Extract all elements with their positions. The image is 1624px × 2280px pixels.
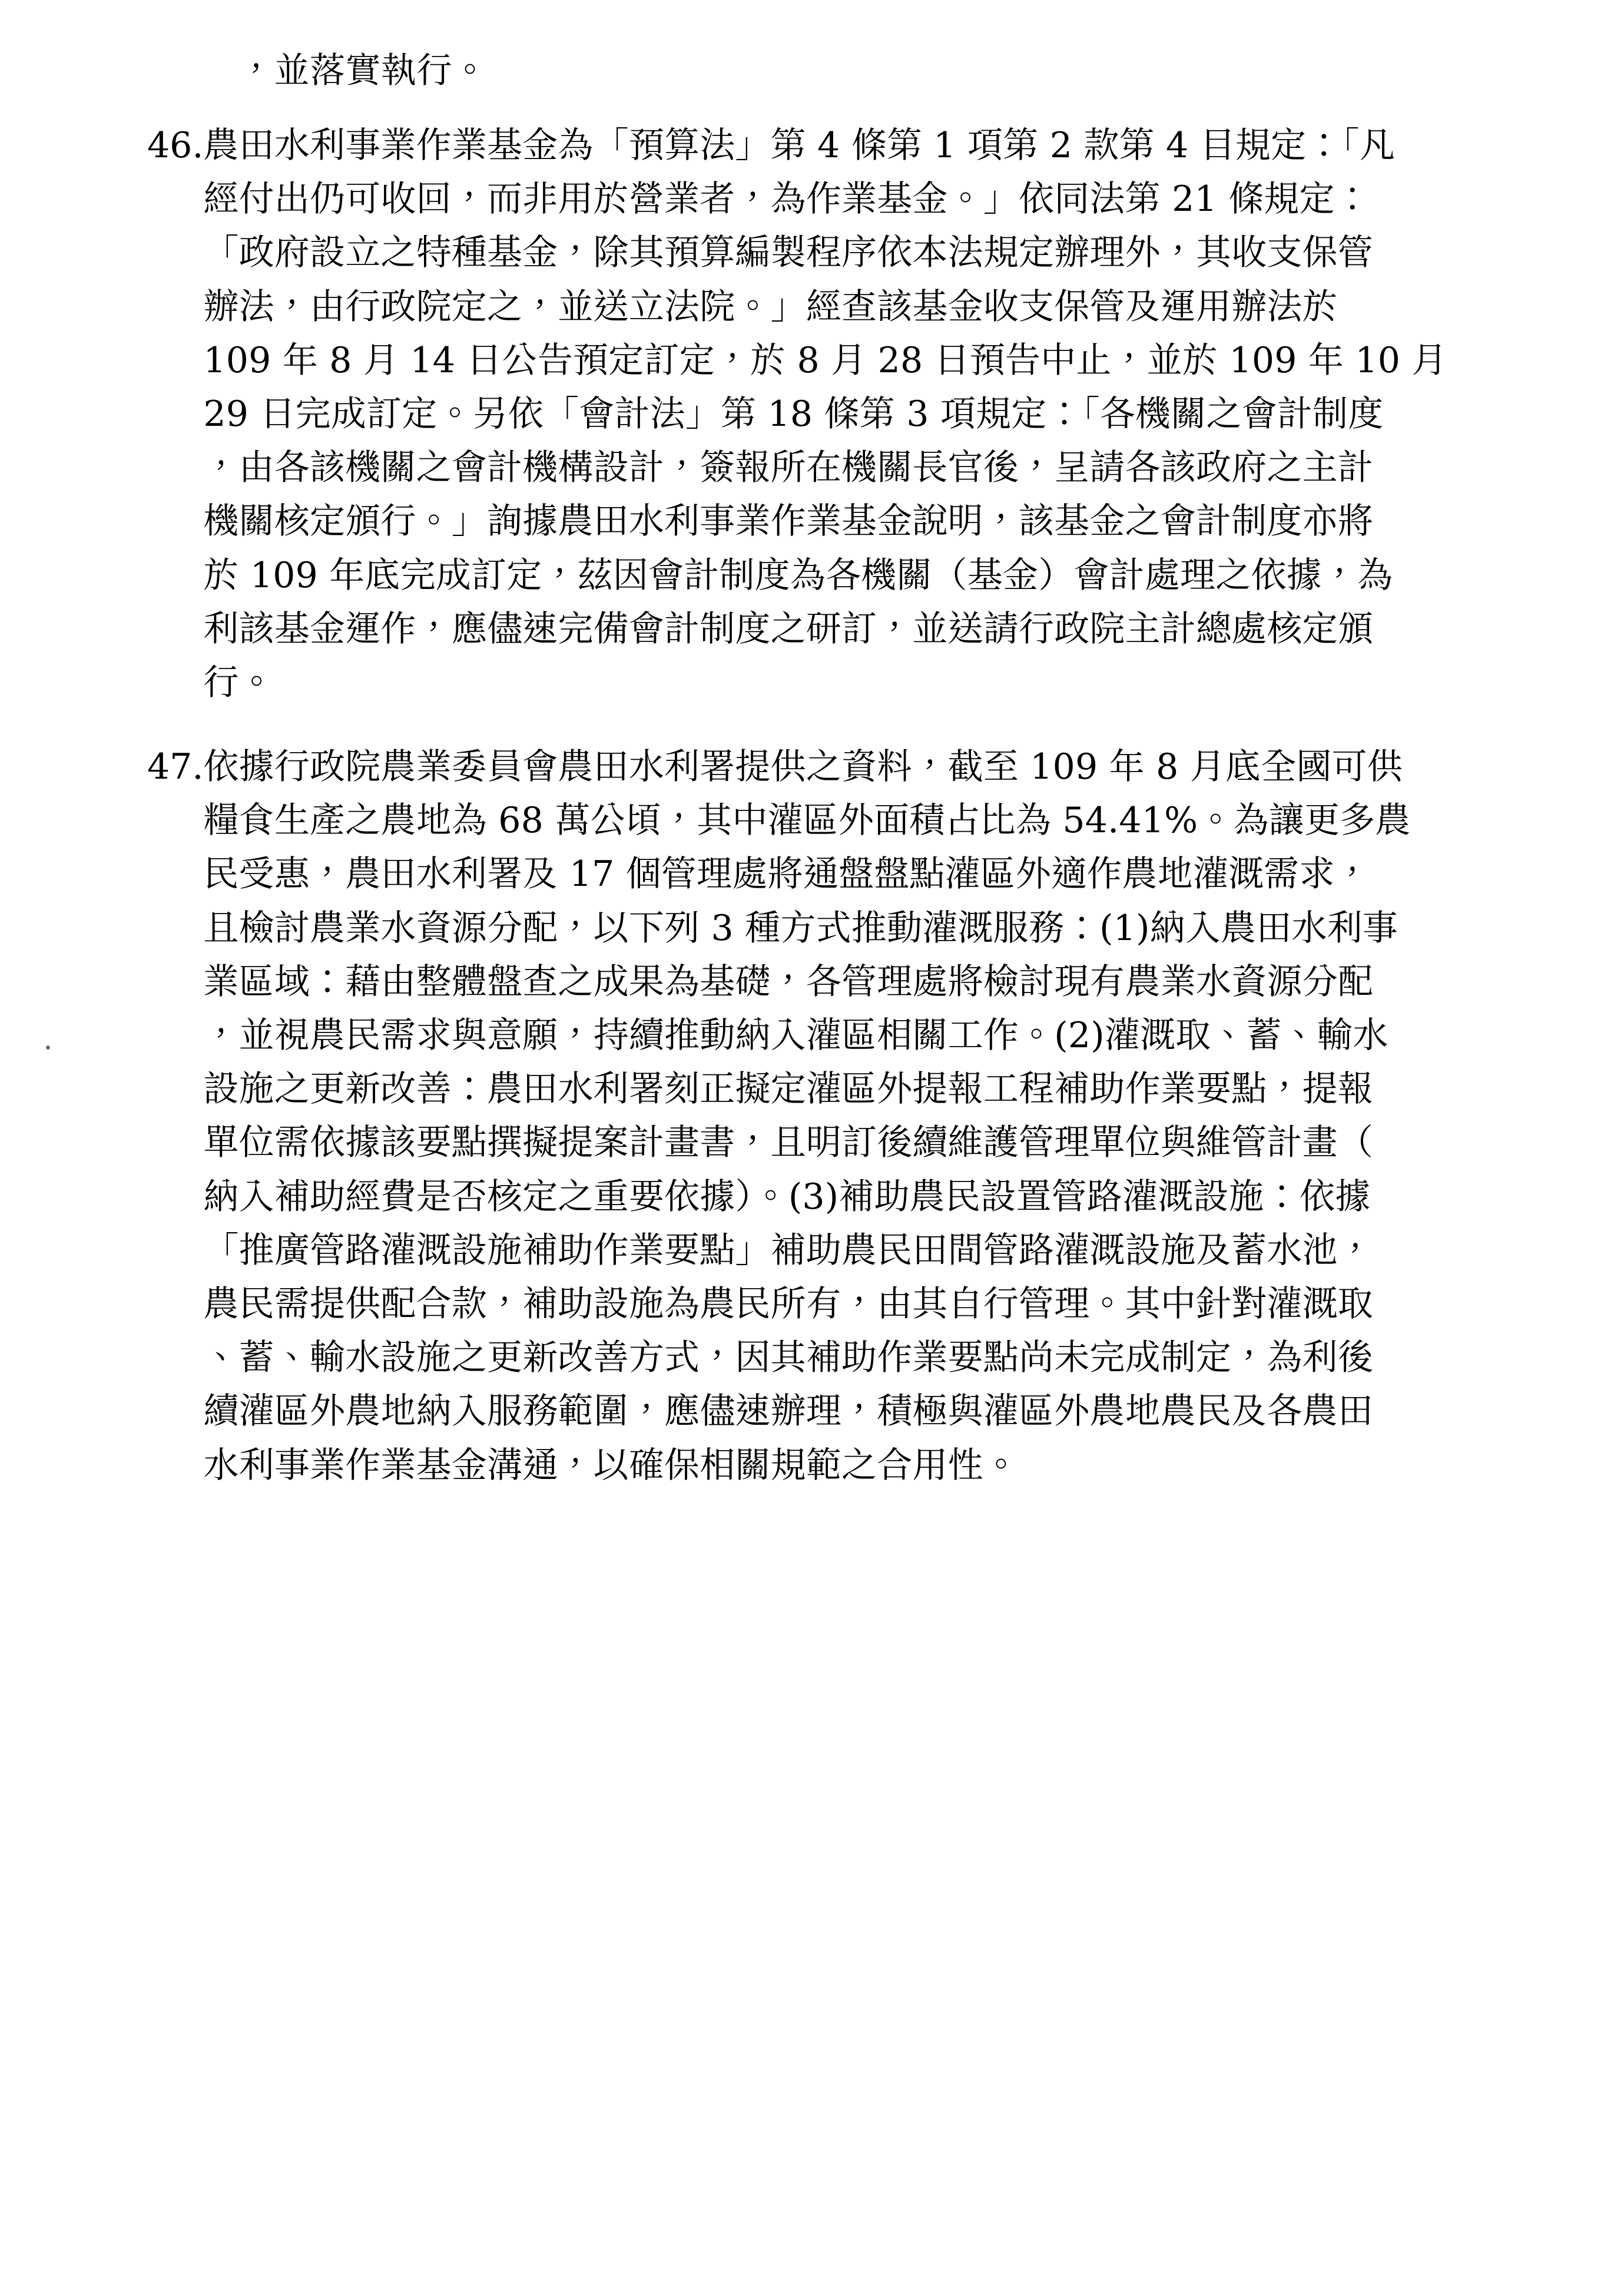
paragraph-line: 續灌區外農地納入服務範圍，應儘速辦理，積極與灌區外農地農民及各農田 [203, 1391, 1374, 1432]
paragraph-body [203, 119, 1489, 710]
paragraph-line: 水利事業作業基金溝通，以確保相關規範之合用性。 [203, 1444, 1019, 1486]
paragraph-line: 行。 [203, 661, 274, 703]
paragraph-number: 46. [147, 125, 204, 166]
paragraph-line: 機關核定頒行。」詢據農田水利事業作業基金說明，該基金之會計制度亦將 [203, 501, 1374, 542]
paragraph-line: 依據行政院農業委員會農田水利署提供之資料，截至 109 年 8 月底全國可供 [203, 746, 1403, 788]
paragraph-line: 糧食生產之農地為 68 萬公頃，其中灌區外面積占比為 54.41%。為讓更多農 [203, 800, 1411, 842]
paragraph-line: 辦法，由行政院定之，並送立法院。」經查該基金收支保管及運用辦法於 [203, 286, 1338, 327]
paragraph-line: 農民需提供配合款，補助設施為農民所有，由其自行管理。其中針對灌溉取 [203, 1283, 1374, 1325]
paragraph-line: 納入補助經費是否核定之重要依據）。(3)補助農民設置管路灌溉設施：依據 [203, 1176, 1371, 1217]
paragraph-47 [147, 740, 1489, 1493]
paragraph-line: 109 年 8 月 14 日公告預定訂定，於 8 月 28 日預告中止，並於 109 年 10 月 [203, 339, 1447, 381]
paragraph-body [203, 740, 1489, 1493]
paragraph-line: 業區域：藉由整體盤查之成果為基礎，各管理處將檢討現有農業水資源分配 [203, 961, 1374, 1002]
paragraph-line: 民受惠，農田水利署及 17 個管理處將通盤盤點灌區外適作農地灌溉需求， [203, 853, 1370, 895]
paragraph-line: 利該基金運作，應儘速完備會計制度之研訂，並送請行政院主計總處核定頒 [203, 608, 1374, 650]
margin-mark [46, 1045, 50, 1050]
paragraph-line: 農田水利事業作業基金為「預算法」第 4 條第 1 項第 2 款第 4 目規定：「凡 [203, 125, 1395, 166]
continuation-line: ，並落實執行。 [238, 50, 488, 91]
paragraph-line: ，由各該機關之會計機構設計，簽報所在機關長官後，呈請各該政府之主計 [203, 447, 1374, 489]
paragraph-line: 經付出仍可收回，而非用於營業者，為作業基金。」依同法第 21 條規定： [203, 178, 1370, 220]
paragraph-line: 於 109 年底完成訂定，茲因會計制度為各機關（基金）會計處理之依據，為 [203, 554, 1393, 596]
paragraph-line: ，並視農民需求與意願，持續推動納入灌區相關工作。(2)灌溉取、蓄、輸水 [203, 1015, 1388, 1056]
paragraph-46 [147, 119, 1489, 710]
paragraph-line: 單位需依據該要點撰擬提案計畫書，且明訂後續維護管理單位與維管計畫（ [203, 1122, 1374, 1164]
paragraph-line: 29 日完成訂定。另依「會計法」第 18 條第 3 項規定：「各機關之會計制度 [203, 393, 1384, 435]
paragraph-line: 、蓄、輸水設施之更新改善方式，因其補助作業要點尚未完成制定，為利後 [203, 1337, 1374, 1379]
paragraph-line: 「政府設立之特種基金，除其預算編製程序依本法規定辦理外，其收支保管 [203, 232, 1374, 274]
paragraph-line: 設施之更新改善：農田水利署刻正擬定灌區外提報工程補助作業要點，提報 [203, 1068, 1374, 1110]
paragraph-line: 且檢討農業水資源分配，以下列 3 種方式推動灌溉服務：(1)納入農田水利事 [203, 907, 1398, 949]
paragraph-number: 47. [147, 746, 204, 788]
paragraph-line: 「推廣管路灌溉設施補助作業要點」補助農民田間管路灌溉設施及蓄水池， [203, 1229, 1374, 1271]
